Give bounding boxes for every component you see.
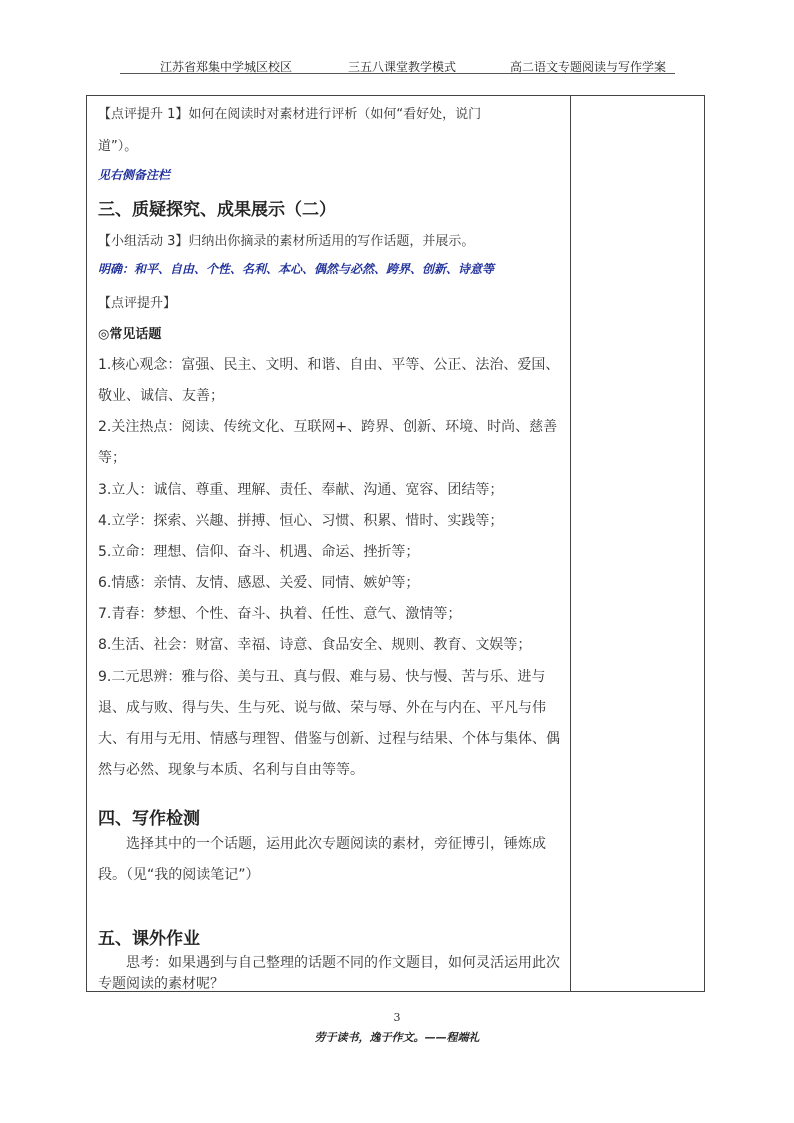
- review-prompt-1-cont: 道”）。: [98, 139, 138, 154]
- homework-question: 思考：如果遇到与自己整理的话题不同的作文题目，如何灵活运用此次: [126, 955, 560, 971]
- topic-core-values-cont: 敬业、诚信、友善；: [98, 388, 224, 404]
- topic-dialectic-cont-3: 然与必然、现象与本质、名利与自由等等。: [98, 762, 364, 778]
- notes-column-divider: [570, 96, 571, 991]
- clarify-topics: 明确：和平、自由、个性、名利、本心、偶然与必然、跨界、创新、诗意等: [98, 262, 495, 276]
- topic-youth: 7.青春：梦想、个性、奋斗、执着、任性、意气、激情等；: [98, 606, 462, 622]
- section-5-heading: 五、课外作业: [98, 929, 200, 949]
- header-course: 高二语文专题阅读与写作学案: [510, 60, 667, 74]
- topic-destiny: 5.立命：理想、信仰、奋斗、机遇、命运、挫折等；: [98, 544, 420, 560]
- page-number: 3: [393, 1011, 401, 1024]
- topic-emotion: 6.情感：亲情、友情、感恩、关爱、同情、嫉妒等；: [98, 575, 420, 591]
- page-header: [120, 58, 675, 74]
- review-prompt-1: 【点评提升 1】如何在阅读时对素材进行评析（如何“看好处，说门: [98, 107, 482, 122]
- topic-learning: 4.立学：探索、兴趣、拼搏、恒心、习惯、积累、惜时、实践等；: [98, 513, 504, 529]
- header-model: 三五八课堂教学模式: [348, 60, 457, 74]
- topic-hot-issues-cont: 等；: [98, 450, 126, 466]
- writing-task-cont: 段。（见“我的阅读笔记”）: [98, 867, 260, 883]
- group-activity-3: 【小组活动 3】归纳出你摘录的素材所适用的写作话题，并展示。: [98, 234, 475, 249]
- topic-core-values: 1.核心观念：富强、民主、文明、和谐、自由、平等、公正、法治、爱国、: [98, 357, 560, 373]
- topic-dialectic-cont-2: 大、有用与无用、情感与理智、借鉴与创新、过程与结果、个体与集体、偶: [98, 731, 560, 747]
- topic-hot-issues: 2.关注热点：阅读、传统文化、互联网+、跨界、创新、环境、时尚、慈善: [98, 419, 558, 435]
- header-school: 江苏省郑集中学城区校区: [160, 60, 293, 74]
- section-3-heading: 三、质疑探究、成果展示（二）: [98, 200, 336, 220]
- common-topics-heading: ◎常见话题: [98, 327, 162, 342]
- section-4-heading: 四、写作检测: [98, 809, 200, 829]
- topic-dialectic: 9.二元思辨：雅与俗、美与丑、真与假、难与易、快与慢、苦与乐、进与: [98, 669, 546, 685]
- see-notes-hint: 见右侧备注栏: [98, 168, 171, 182]
- footer-quote: 劳于读书，逸于作文。——程端礼: [314, 1031, 480, 1044]
- topic-dialectic-cont-1: 退、成与败、得与失、生与死、说与做、荣与辱、外在与内在、平凡与伟: [98, 700, 546, 716]
- homework-question-cont: 专题阅读的素材呢？: [98, 976, 224, 992]
- review-prompt-heading: 【点评提升】: [98, 296, 177, 311]
- topic-society: 8.生活、社会：财富、幸福、诗意、食品安全、规则、教育、文娱等；: [98, 637, 532, 653]
- writing-task: 选择其中的一个话题，运用此次专题阅读的素材，旁征博引，锤炼成: [126, 836, 546, 852]
- topic-character: 3.立人：诚信、尊重、理解、责任、奉献、沟通、宽容、团结等；: [98, 482, 504, 498]
